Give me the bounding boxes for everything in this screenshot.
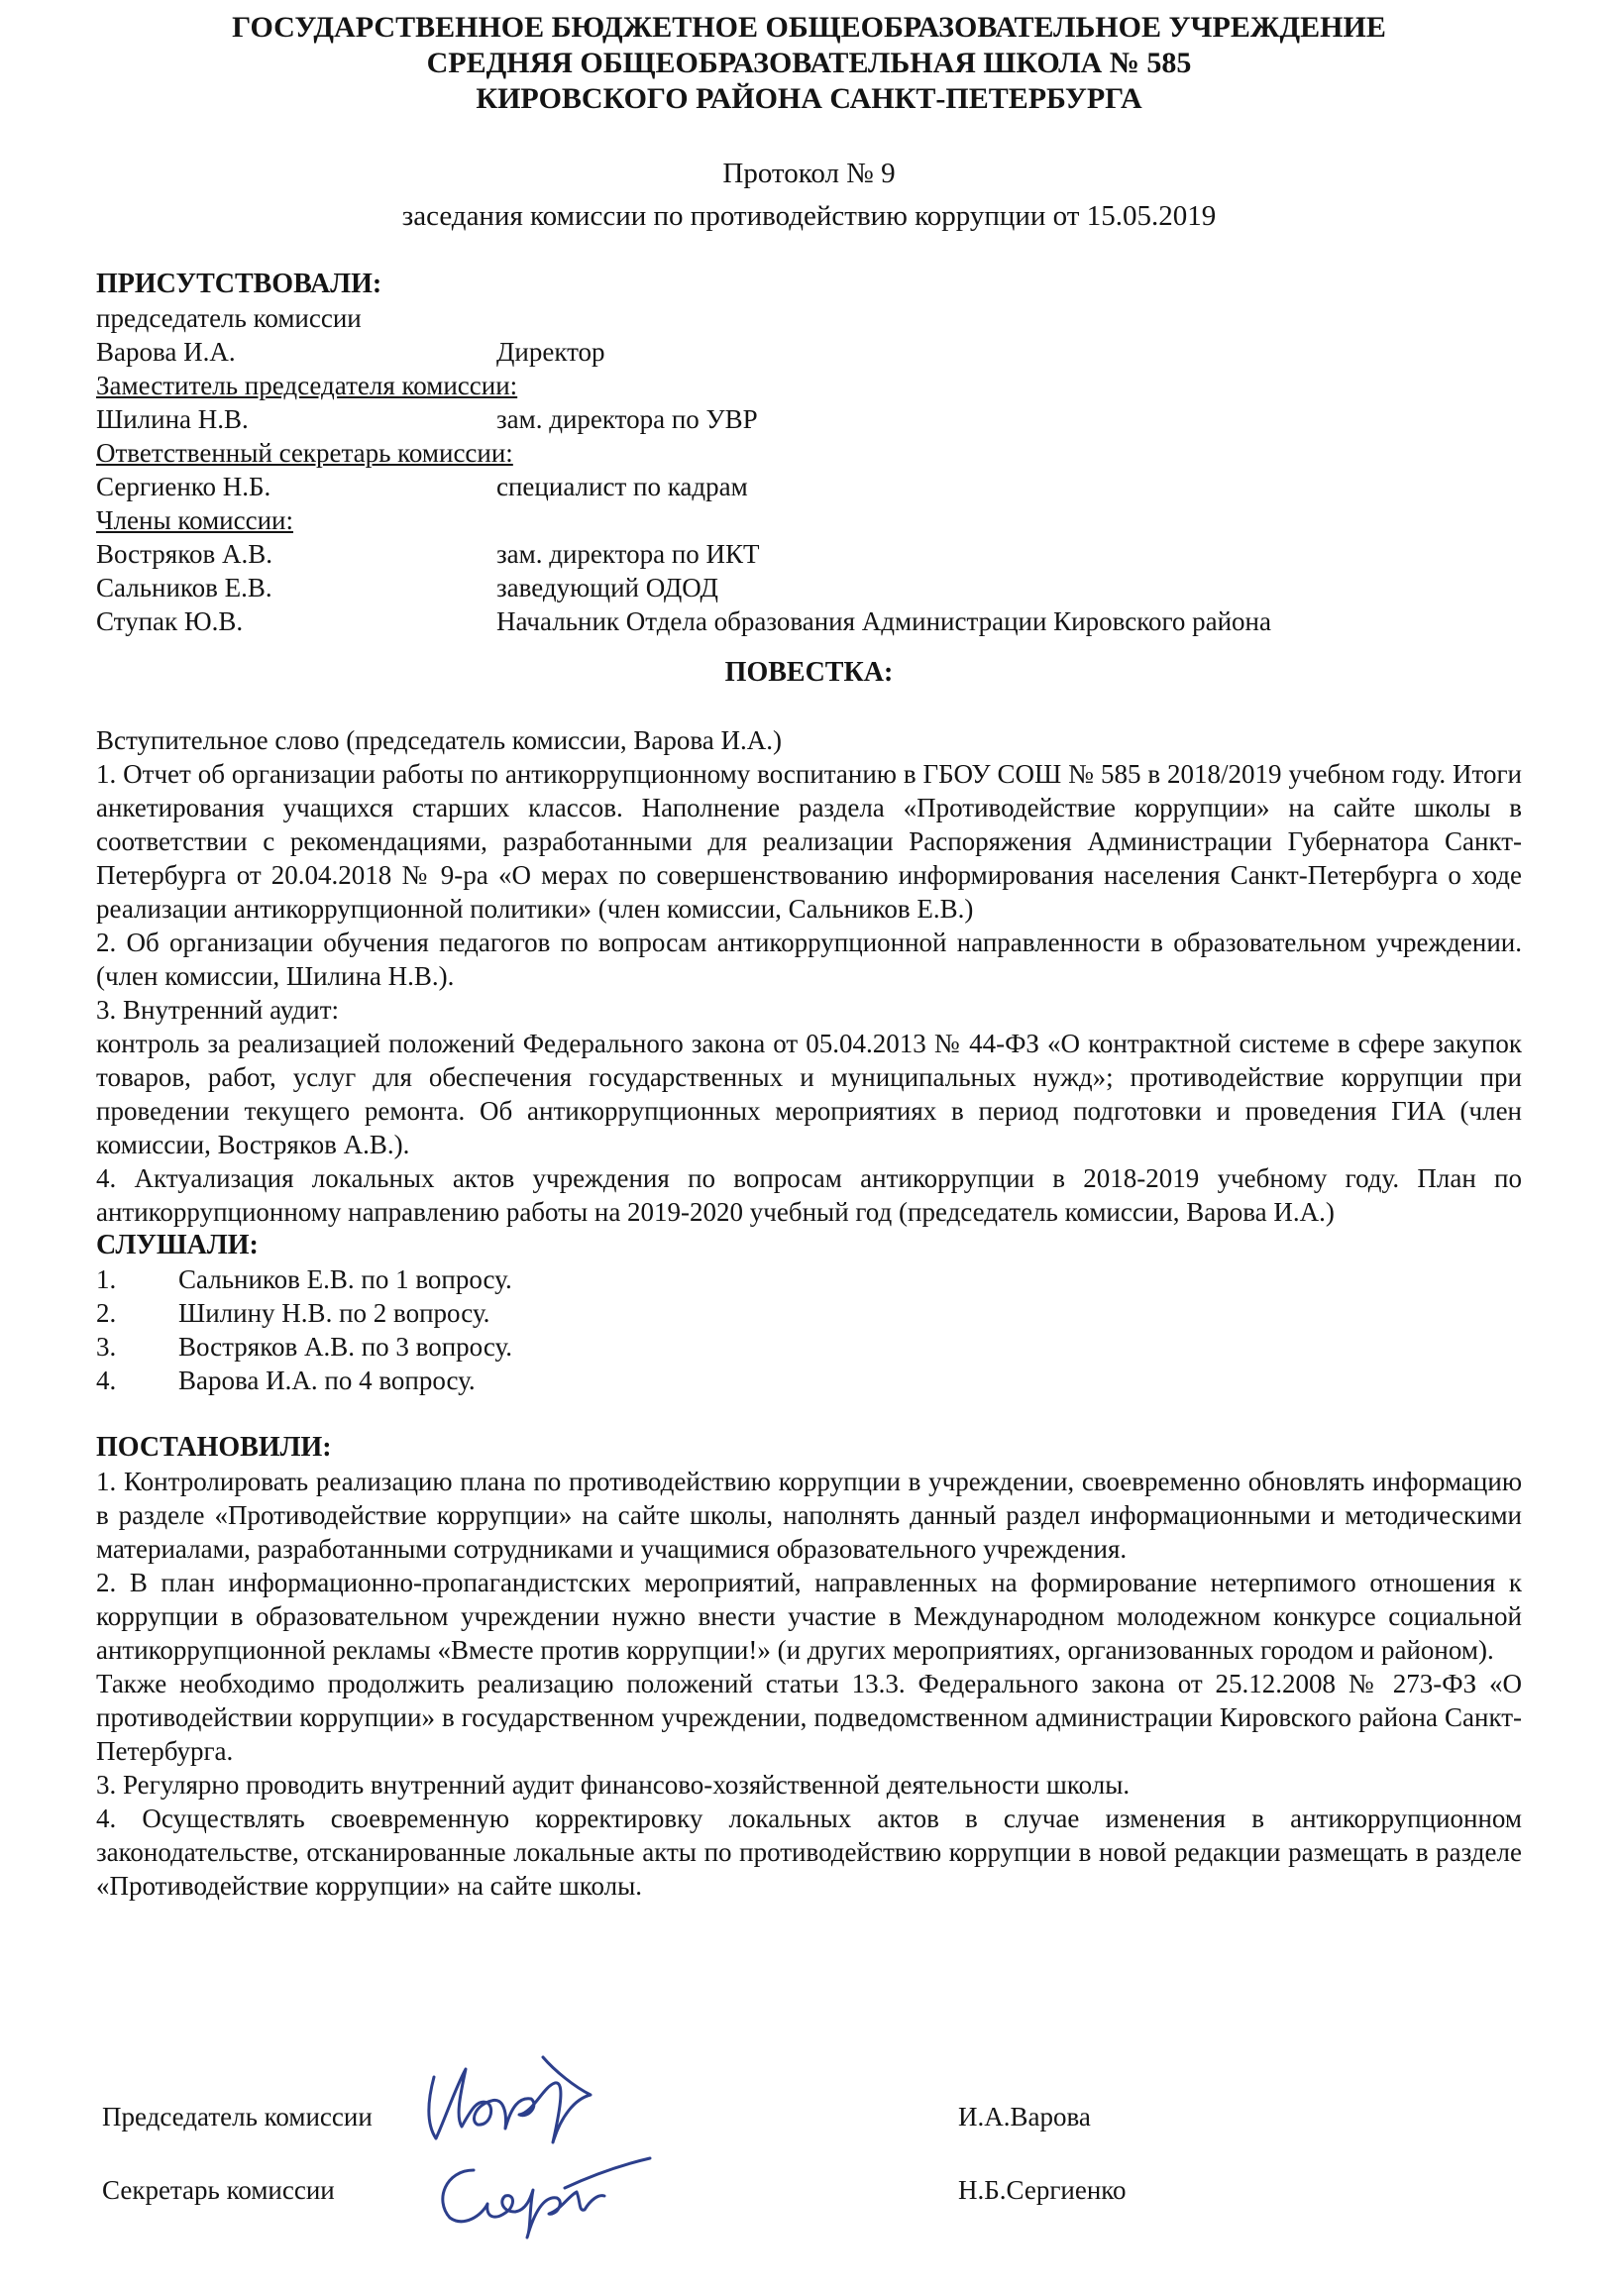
protocol-title-block [96,153,1522,238]
deputy-name: Шилина Н.В. [96,404,249,434]
chair-role: Директор [496,337,605,367]
member-name: Востряков А.В. [96,539,272,569]
resolved-heading: ПОСТАНОВИЛИ: [96,1432,332,1463]
list-item [96,1364,1522,1397]
secretary-role: специалист по кадрам [496,472,748,501]
header-line-3: КИРОВСКОГО РАЙОНА САНКТ-ПЕТЕРБУРГА [476,82,1142,115]
agenda-intro: Вступительное слово (председатель комиссии, Варова И.А.) [96,725,783,755]
agenda-item-1: 1. Отчет об организации работы по антикоррупционному воспитанию в ГБОУ СОШ № 585 в 2018/2019 учебном году. Итоги анкетирования учащихся старших классов. Наполнение раздела «Противодействие коррупции» на сайте школы в соответствии с рекомендациями, разработанными для реализации Распоряжения Администрации Губернатора Санкт-Петербурга от 20.04.2018 № 9-ра «О мерах по совершенствованию информирования населения Санкт-Петербурга о ходе реализации антикоррупционной политики» (член комиссии, Сальников Е.В.) [96,759,1522,924]
secretary-signature-label: Секретарь комиссии [102,2175,335,2205]
list-item-number: 3. [96,1332,117,1362]
list-item-text: Востряков А.В. по 3 вопросу. [178,1332,513,1362]
secretary-row [96,470,1522,503]
agenda-section [96,656,1522,1229]
list-item [96,1330,1522,1364]
chair-row [96,335,1522,369]
resolved-item-4: 4. Осуществлять своевременную корректировку локальных актов в случае изменения в антикоррупционном законодательстве, отсканированные локальные акты по противодействию коррупции в новой редакции размещать в разделе «Противодействие коррупции» на сайте школы. [96,1804,1522,1901]
header-line-2: СРЕДНЯЯ ОБЩЕОБРАЗОВАТЕЛЬНАЯ ШКОЛА № 585 [426,47,1192,79]
secretary-label: Ответственный секретарь комиссии: [96,438,513,468]
heard-heading: СЛУШАЛИ: [96,1230,259,1260]
member-row [96,537,1522,571]
attendees-heading: ПРИСУТСТВОВАЛИ: [96,269,382,299]
secretary-signature-name: Н.Б.Сергиенко [958,2175,1127,2205]
members-label: Члены комиссии: [96,505,293,535]
resolved-also: Также необходимо продолжить реализацию положений статьи 13.3. Федерального закона от 25.12.2008 № 273-ФЗ «О противодействии коррупции» в государственном учреждении, подведомственном администрации Кировского района Санкт-Петербурга. [96,1669,1522,1766]
agenda-item-4: 4. Актуализация локальных актов учреждения по вопросам антикоррупции в 2018-2019 учебному году. План по антикоррупционному направлению работы на 2019-2020 учебный год (председатель комиссии, Варова И.А.) [96,1163,1522,1227]
header-line-1: ГОСУДАРСТВЕННОЕ БЮДЖЕТНОЕ ОБЩЕОБРАЗОВАТЕЛЬНОЕ УЧРЕЖДЕНИЕ [232,11,1386,44]
agenda-item-3-title: 3. Внутренний аудит: [96,995,340,1025]
agenda-heading: ПОВЕСТКА: [724,657,894,688]
resolved-item-2: 2. В план информационно-пропагандистских мероприятий, направленных на формирование нетерпимого отношения к коррупции в образовательном учреждении нужно внести участие в Международном молодежном конкурсе социальной антикоррупционной рекламы «Вместе против коррупции!» (и других мероприятиях, организованных городом и районом). [96,1568,1522,1665]
chair-label: председатель комиссии [96,303,362,333]
list-item-number: 4. [96,1366,117,1395]
resolved-section [96,1431,1522,1903]
list-item-text: Варова И.А. по 4 вопросу. [178,1366,476,1395]
protocol-subtitle: заседания комиссии по противодействию коррупции от 15.05.2019 [401,200,1217,232]
chair-signature-name: И.А.Варова [958,2102,1091,2132]
list-item [96,1296,1522,1330]
member-name: Сальников Е.В. [96,573,272,602]
list-item [96,1262,1522,1296]
protocol-number: Протокол № 9 [722,158,896,189]
attendees-section [96,268,1522,638]
member-role: Начальник Отдела образования Администрации Кировского района [496,606,1271,636]
resolved-item-3: 3. Регулярно проводить внутренний аудит финансово-хозяйственной деятельности школы. [96,1770,1131,1800]
member-role: заведующий ОДОД [496,573,718,602]
secretary-handwritten-signature [416,2131,654,2240]
member-row [96,571,1522,604]
resolved-item-1: 1. Контролировать реализацию плана по противодействию коррупции в учреждении, своевременно обновлять информацию в разделе «Противодействие коррупции» на сайте школы, наполнять данный раздел информационными и методическими материалами, разработанными сотрудниками и учащимися образовательного учреждения. [96,1467,1522,1564]
member-row [96,604,1522,638]
member-name: Ступак Ю.В. [96,606,244,636]
secretary-name: Сергиенко Н.Б. [96,472,271,501]
chair-name: Варова И.А. [96,337,236,367]
heard-list [96,1262,1522,1397]
heard-section [96,1229,1522,1397]
deputy-row [96,402,1522,436]
school-header [96,0,1522,117]
member-role: зам. директора по ИКТ [496,539,760,569]
agenda-item-3-body: контроль за реализацией положений Федерального закона от 05.04.2013 № 44-ФЗ «О контрактной системе в сфере закупок товаров, работ, услуг для обеспечения государственных и муниципальных нужд»; противодействие коррупции при проведении текущего ремонта. Об антикоррупционных мероприятиях в период подготовки и проведения ГИА (член комиссии, Востряков А.В.). [96,1029,1522,1159]
chair-signature-label: Председатель комиссии [102,2102,373,2132]
list-item-text: Сальников Е.В. по 1 вопросу. [178,1264,512,1294]
list-item-number: 2. [96,1298,117,1328]
deputy-role: зам. директора по УВР [496,404,758,434]
deputy-label: Заместитель председателя комиссии: [96,371,518,400]
list-item-number: 1. [96,1264,117,1294]
list-item-text: Шилину Н.В. по 2 вопросу. [178,1298,490,1328]
agenda-item-2: 2. Об организации обучения педагогов по вопросам антикоррупционной направленности в образовательном учреждении. (член комиссии, Шилина Н.В.). [96,928,1522,991]
